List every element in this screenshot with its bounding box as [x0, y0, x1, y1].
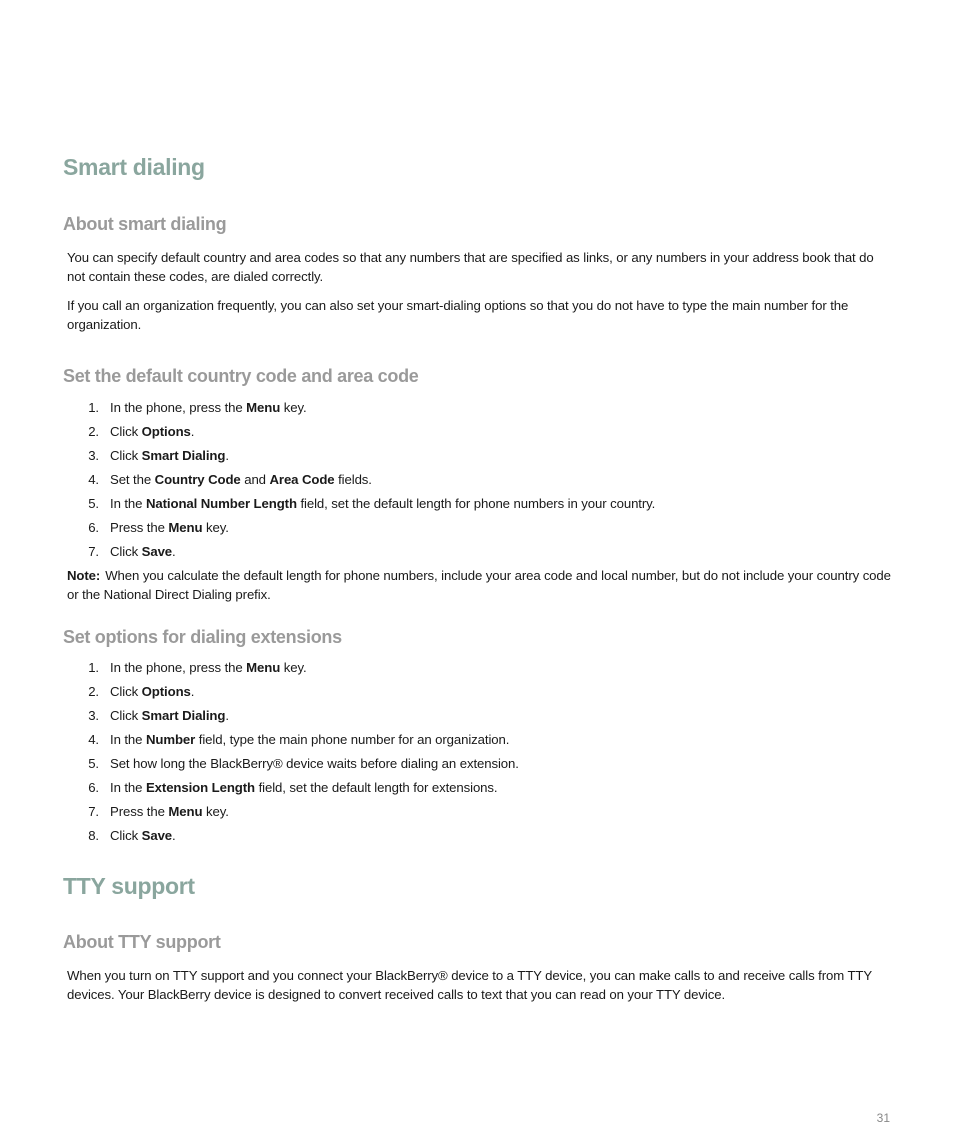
step-text: Press the — [110, 520, 169, 535]
step-text: key. — [202, 804, 229, 819]
step-text: key. — [280, 400, 307, 415]
step-text: key. — [280, 660, 307, 675]
ui-term: Save — [141, 544, 173, 559]
note — [67, 566, 895, 604]
ui-term: Smart Dialing — [141, 448, 226, 463]
step-item — [67, 800, 895, 824]
step-text: . — [190, 684, 195, 699]
step-text: key. — [202, 520, 229, 535]
step-text: Press the — [110, 804, 169, 819]
page-number: 31 — [876, 1111, 890, 1125]
section-title-tty-support: TTY support — [63, 873, 195, 899]
step-number: 7. — [88, 544, 99, 559]
step-number: 3. — [88, 448, 99, 463]
step-number: 5. — [88, 496, 99, 511]
steps-default-codes — [67, 396, 895, 564]
step-number: 2. — [88, 684, 99, 699]
step-text: . — [172, 828, 176, 843]
step-text: In the — [110, 496, 146, 511]
step-text: . — [190, 424, 195, 439]
step-number: 6. — [88, 520, 99, 535]
step-text: In the phone, press the — [110, 400, 247, 415]
step-item — [67, 704, 895, 728]
step-text: . — [225, 708, 229, 723]
ui-term: Options — [141, 424, 191, 439]
step-item — [67, 492, 895, 516]
step-item — [67, 656, 895, 680]
step-text: Click — [110, 424, 142, 439]
step-number: 1. — [88, 660, 99, 675]
heading-about-smart-dialing: About smart dialing — [63, 214, 227, 234]
step-number: 5. — [88, 756, 99, 771]
step-text: . — [172, 544, 176, 559]
section-title-smart-dialing: Smart dialing — [63, 154, 205, 180]
ui-term: Area Code — [269, 472, 335, 487]
step-text: Click — [110, 448, 142, 463]
heading-dialing-extensions: Set options for dialing extensions — [63, 627, 342, 647]
heading-about-tty-support: About TTY support — [63, 932, 221, 952]
step-text: Click — [110, 684, 142, 699]
step-text: field, set the default length for phone numbers in your country. — [296, 496, 656, 511]
note-text: When you calculate the default length for phone numbers, include your area code and local number, but do not include your country code or the National Direct Dialing prefix. — [67, 568, 891, 602]
step-item — [67, 680, 895, 704]
step-item — [67, 728, 895, 752]
step-number: 6. — [88, 780, 99, 795]
steps-dialing-extensions — [67, 656, 895, 848]
step-text: . — [225, 448, 229, 463]
step-text: Set the — [110, 472, 155, 487]
step-text: Click — [110, 544, 142, 559]
step-item — [67, 752, 895, 776]
ui-term: Options — [141, 684, 191, 699]
step-text: fields. — [334, 472, 372, 487]
ui-term: Smart Dialing — [141, 708, 226, 723]
step-item — [67, 444, 895, 468]
step-text: In the phone, press the — [110, 660, 247, 675]
paragraph-about-smart-dialing-1: You can specify default country and area codes so that any numbers that are specified as links, or any numbers in your address book that do not contain these codes, are dialed correctly. — [67, 250, 874, 284]
step-number: 4. — [88, 732, 99, 747]
heading-set-default-codes: Set the default country code and area code — [63, 366, 419, 386]
step-item — [67, 468, 895, 492]
step-number: 7. — [88, 804, 99, 819]
step-number: 3. — [88, 708, 99, 723]
step-item — [67, 396, 895, 420]
ui-term: Menu — [246, 400, 281, 415]
paragraph-about-tty-support: When you turn on TTY support and you connect your BlackBerry® device to a TTY device, you can make calls to and receive calls from TTY devices. Your BlackBerry device is designed to convert received calls to text that you can read on your TTY device. — [67, 968, 872, 1002]
step-item — [67, 540, 895, 564]
ui-term: Menu — [168, 804, 203, 819]
ui-term: Country Code — [154, 472, 241, 487]
step-text: field, set the default length for extensions. — [255, 780, 498, 795]
step-item — [67, 824, 895, 848]
step-item — [67, 776, 895, 800]
step-number: 1. — [88, 400, 99, 415]
step-item — [67, 516, 895, 540]
note-label: Note: — [67, 568, 101, 583]
ui-term: National Number Length — [145, 496, 297, 511]
ui-term: Menu — [246, 660, 281, 675]
step-text: Set how long the BlackBerry® device waits before dialing an extension. — [110, 756, 519, 771]
step-number: 4. — [88, 472, 99, 487]
step-text: Click — [110, 708, 142, 723]
step-text: Click — [110, 828, 142, 843]
paragraph-about-smart-dialing-2: If you call an organization frequently, you can also set your smart-dialing options so that you do not have to type the main number for the organization. — [67, 298, 849, 332]
step-text: In the — [110, 732, 146, 747]
ui-term: Extension Length — [145, 780, 256, 795]
ui-term: Menu — [168, 520, 203, 535]
step-number: 8. — [88, 828, 99, 843]
step-number: 2. — [88, 424, 99, 439]
step-item — [67, 420, 895, 444]
step-text: and — [240, 472, 270, 487]
step-text: In the — [110, 780, 146, 795]
ui-term: Save — [141, 828, 173, 843]
step-text: field, type the main phone number for an organization. — [195, 732, 510, 747]
ui-term: Number — [145, 732, 196, 747]
